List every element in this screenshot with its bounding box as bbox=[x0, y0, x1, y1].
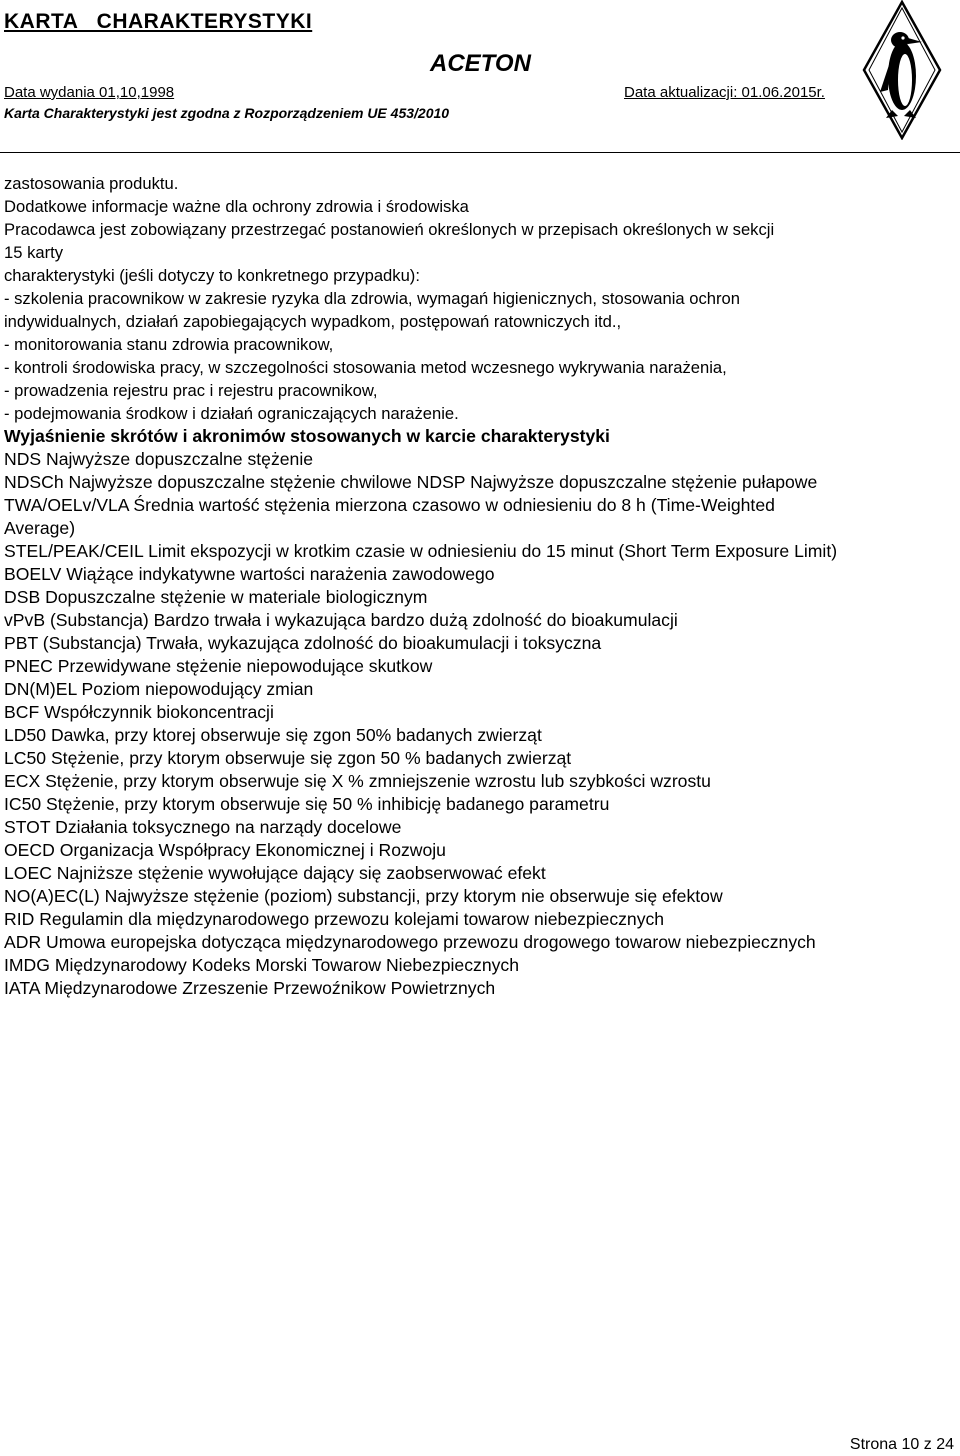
product-name: ACETON bbox=[430, 50, 531, 77]
document-title: KARTA CHARAKTERYSTYKI bbox=[4, 10, 313, 33]
glossary-line: BCF Współczynnik biokoncentracji bbox=[4, 702, 274, 722]
document-body bbox=[4, 172, 956, 1000]
glossary-line: BOELV Wiążące indykatywne wartości narażenia zawodowego bbox=[4, 564, 495, 584]
text-line: - podejmowania środkow i działań ograniczających narażenie. bbox=[4, 404, 459, 423]
text-line: - monitorowania stanu zdrowia pracownikow, bbox=[4, 335, 334, 354]
glossary-line: DN(M)EL Poziom niepowodujący zmian bbox=[4, 679, 314, 699]
text-line: zastosowania produktu. bbox=[4, 174, 179, 193]
glossary-line: IC50 Stężenie, przy ktorym obserwuje się 50 % inhibicję badanego parametru bbox=[4, 794, 610, 814]
glossary-line: STEL/PEAK/CEIL Limit ekspozycji w krotkim czasie w odniesieniu do 15 minut (Short Term Exposure Limit) bbox=[4, 541, 838, 561]
text-line: charakterystyki (jeśli dotyczy to konkretnego przypadku): bbox=[4, 266, 420, 285]
glossary-line: LOEC Najniższe stężenie wywołujące dający się zaobserwować efekt bbox=[4, 863, 546, 883]
glossary-line: LC50 Stężenie, przy ktorym obserwuje się zgon 50 % badanych zwierząt bbox=[4, 748, 572, 768]
page-number: Strona 10 z 24 bbox=[849, 1436, 954, 1453]
glossary-line: NO(A)EC(L) Najwyższe stężenie (poziom) substancji, przy ktorym nie obserwuje się efektow bbox=[4, 886, 723, 906]
glossary-line: RID Regulamin dla międzynarodowego przewozu kolejami towarow niebezpiecznych bbox=[4, 909, 665, 929]
text-line: - prowadzenia rejestru prac i rejestru pracownikow, bbox=[4, 381, 378, 400]
glossary-line: IATA Międzynarodowe Zrzeszenie Przewoźnikow Powietrznych bbox=[4, 978, 496, 998]
section-heading: Wyjaśnienie skrótów i akronimów stosowanych w karcie charakterystyki bbox=[4, 426, 610, 446]
glossary-line: PNEC Przewidywane stężenie niepowodujące skutkow bbox=[4, 656, 433, 676]
glossary-line: IMDG Międzynarodowy Kodeks Morski Towarow Niebezpiecznych bbox=[4, 955, 519, 975]
glossary-line: LD50 Dawka, przy ktorej obserwuje się zgon 50% badanych zwierząt bbox=[4, 725, 542, 745]
text-line: - kontroli środowiska pracy, w szczegolności stosowania metod wczesnego wykrywania narażenia, bbox=[4, 358, 727, 377]
text-line: 15 karty bbox=[4, 243, 64, 262]
glossary-line: NDSCh Najwyższe dopuszczalne stężenie chwilowe NDSP Najwyższe dopuszczalne stężenie pułapowe bbox=[4, 472, 818, 492]
glossary-line: OECD Organizacja Współpracy Ekonomicznej i Rozwoju bbox=[4, 840, 446, 860]
text-line: indywidualnych, działań zapobiegających wypadkom, postępowań ratowniczych itd., bbox=[4, 312, 622, 331]
glossary-line: ECX Stężenie, przy ktorym obserwuje się X % zmniejszenie wzrostu lub szybkości wzrostu bbox=[4, 771, 711, 791]
glossary-line: STOT Działania toksycznego na narządy docelowe bbox=[4, 817, 402, 837]
glossary-line: Average) bbox=[4, 518, 76, 538]
glossary-line: PBT (Substancja) Trwała, wykazująca zdolność do bioakumulacji i toksyczna bbox=[4, 633, 602, 653]
glossary-line: NDS Najwyższe dopuszczalne stężenie bbox=[4, 449, 314, 469]
issue-date: Data wydania 01,10,1998 bbox=[4, 84, 175, 101]
text-line: Pracodawca jest zobowiązany przestrzegać postanowień określonych w przepisach określonych w sekcji bbox=[4, 220, 775, 239]
update-date: Data aktualizacji: 01.06.2015r. bbox=[624, 84, 825, 101]
glossary-line: vPvB (Substancja) Bardzo trwała i wykazująca bardzo dużą zdolność do bioakumulacji bbox=[4, 610, 678, 630]
glossary-line: TWA/OELv/VLA Średnia wartość stężenia mierzona czasowo w odniesieniu do 8 h (Time-Weighted bbox=[4, 495, 775, 515]
header-divider bbox=[0, 152, 960, 153]
glossary-line: DSB Dopuszczalne stężenie w materiale biologicznym bbox=[4, 587, 428, 607]
penguin-logo-icon bbox=[862, 0, 942, 140]
text-line: - szkolenia pracownikow w zakresie ryzyka dla zdrowia, wymagań higienicznych, stosowania ochron bbox=[4, 289, 740, 308]
text-line: Dodatkowe informacje ważne dla ochrony zdrowia i środowiska bbox=[4, 197, 469, 216]
regulation-note: Karta Charakterystyki jest zgodna z Rozporządzeniem UE 453/2010 bbox=[4, 105, 450, 121]
glossary-line: ADR Umowa europejska dotycząca międzynarodowego przewozu drogowego towarow niebezpiecznych bbox=[4, 932, 816, 952]
